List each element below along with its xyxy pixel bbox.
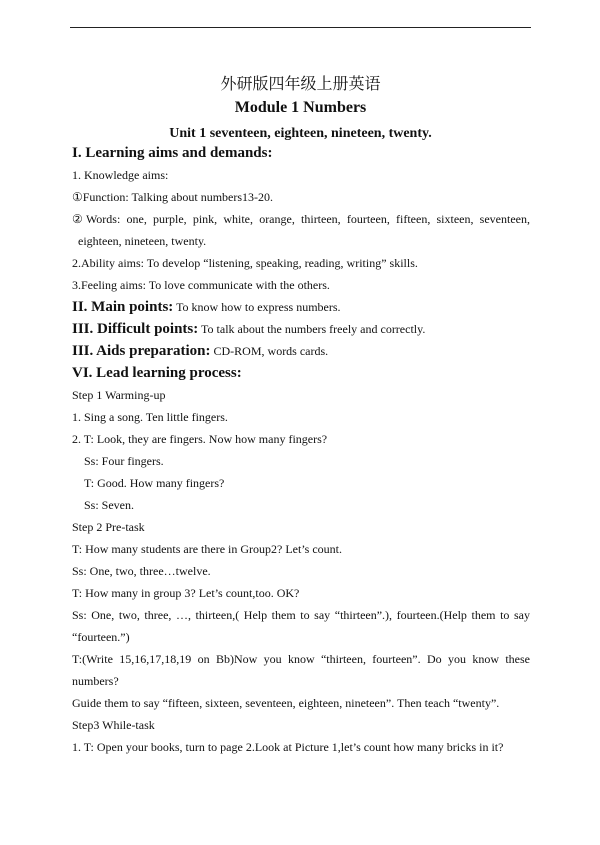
process-line: numbers? [72,674,119,688]
difficult-points-text: To talk about the numbers freely and correctly. [198,322,426,336]
words-line-2: eighteen, nineteen, twenty. [78,234,207,248]
process-line: T: Good. How many fingers? [84,476,225,490]
process-line: Ss: One, two, three…twelve. [72,564,211,578]
main-points-heading: II. Main points: [72,299,174,315]
process-line: Guide them to say “fifteen, sixteen, seventeen, eighteen, nineteen”. Then teach “twenty”. [72,696,500,710]
process-line: Ss: One, two, three, …, thirteen,( Help them to say “thirteen”.), fourteen.(Help them to say [72,608,530,622]
chinese-title: 外研版四年级上册英语 [220,74,381,93]
header-rule [70,27,531,28]
section-heading-process: VI. Lead learning process: [72,365,242,381]
words-line-1: ②Words: one, purple, pink, white, orange, thirteen, fourteen, fifteen, sixteen, seventeen, [72,212,530,226]
title-block [70,73,531,145]
process-line: Step 1 Warming-up [72,388,166,402]
aids-heading: III. Aids preparation: [72,343,211,359]
module-title: Module 1 Numbers [234,99,367,116]
lesson-body [72,142,530,758]
process-line: T: How many students are there in Group2? Let’s count. [72,542,342,556]
aids-text: CD-ROM, words cards. [210,344,329,358]
section-difficult-points [72,318,530,340]
process-line: 1. T: Open your books, turn to page 2.Look at Picture 1,let’s count how many bricks in it? [72,740,504,754]
main-points-text: To know how to express numbers. [173,300,341,314]
section-heading-aims: I. Learning aims and demands: [72,145,273,161]
process-line: T:(Write 15,16,17,18,19 on Bb)Now you know “thirteen, fourteen”. Do you know these [72,652,530,666]
section-aids [72,340,530,362]
unit-title: Unit 1 seventeen, eighteen, nineteen, twenty. [169,126,432,141]
ability-aims: 2.Ability aims: To develop “listening, speaking, reading, writing” skills. [72,256,418,270]
process-line: “fourteen.”) [72,630,130,644]
function-line: ①Function: Talking about numbers13-20. [72,190,274,204]
process-line: 2. T: Look, they are fingers. Now how many fingers? [72,432,328,446]
difficult-points-heading: III. Difficult points: [72,321,199,337]
knowledge-aims: 1. Knowledge aims: [72,168,169,182]
process-line: Ss: Seven. [84,498,135,512]
process-line: 1. Sing a song. Ten little fingers. [72,410,228,424]
process-line: Step3 While-task [72,718,155,732]
process-line: Step 2 Pre-task [72,520,145,534]
process-line: Ss: Four fingers. [84,454,164,468]
feeling-aims: 3.Feeling aims: To love communicate with the others. [72,278,330,292]
section-main-points [72,296,530,318]
process-line: T: How many in group 3? Let’s count,too. OK? [72,586,300,600]
